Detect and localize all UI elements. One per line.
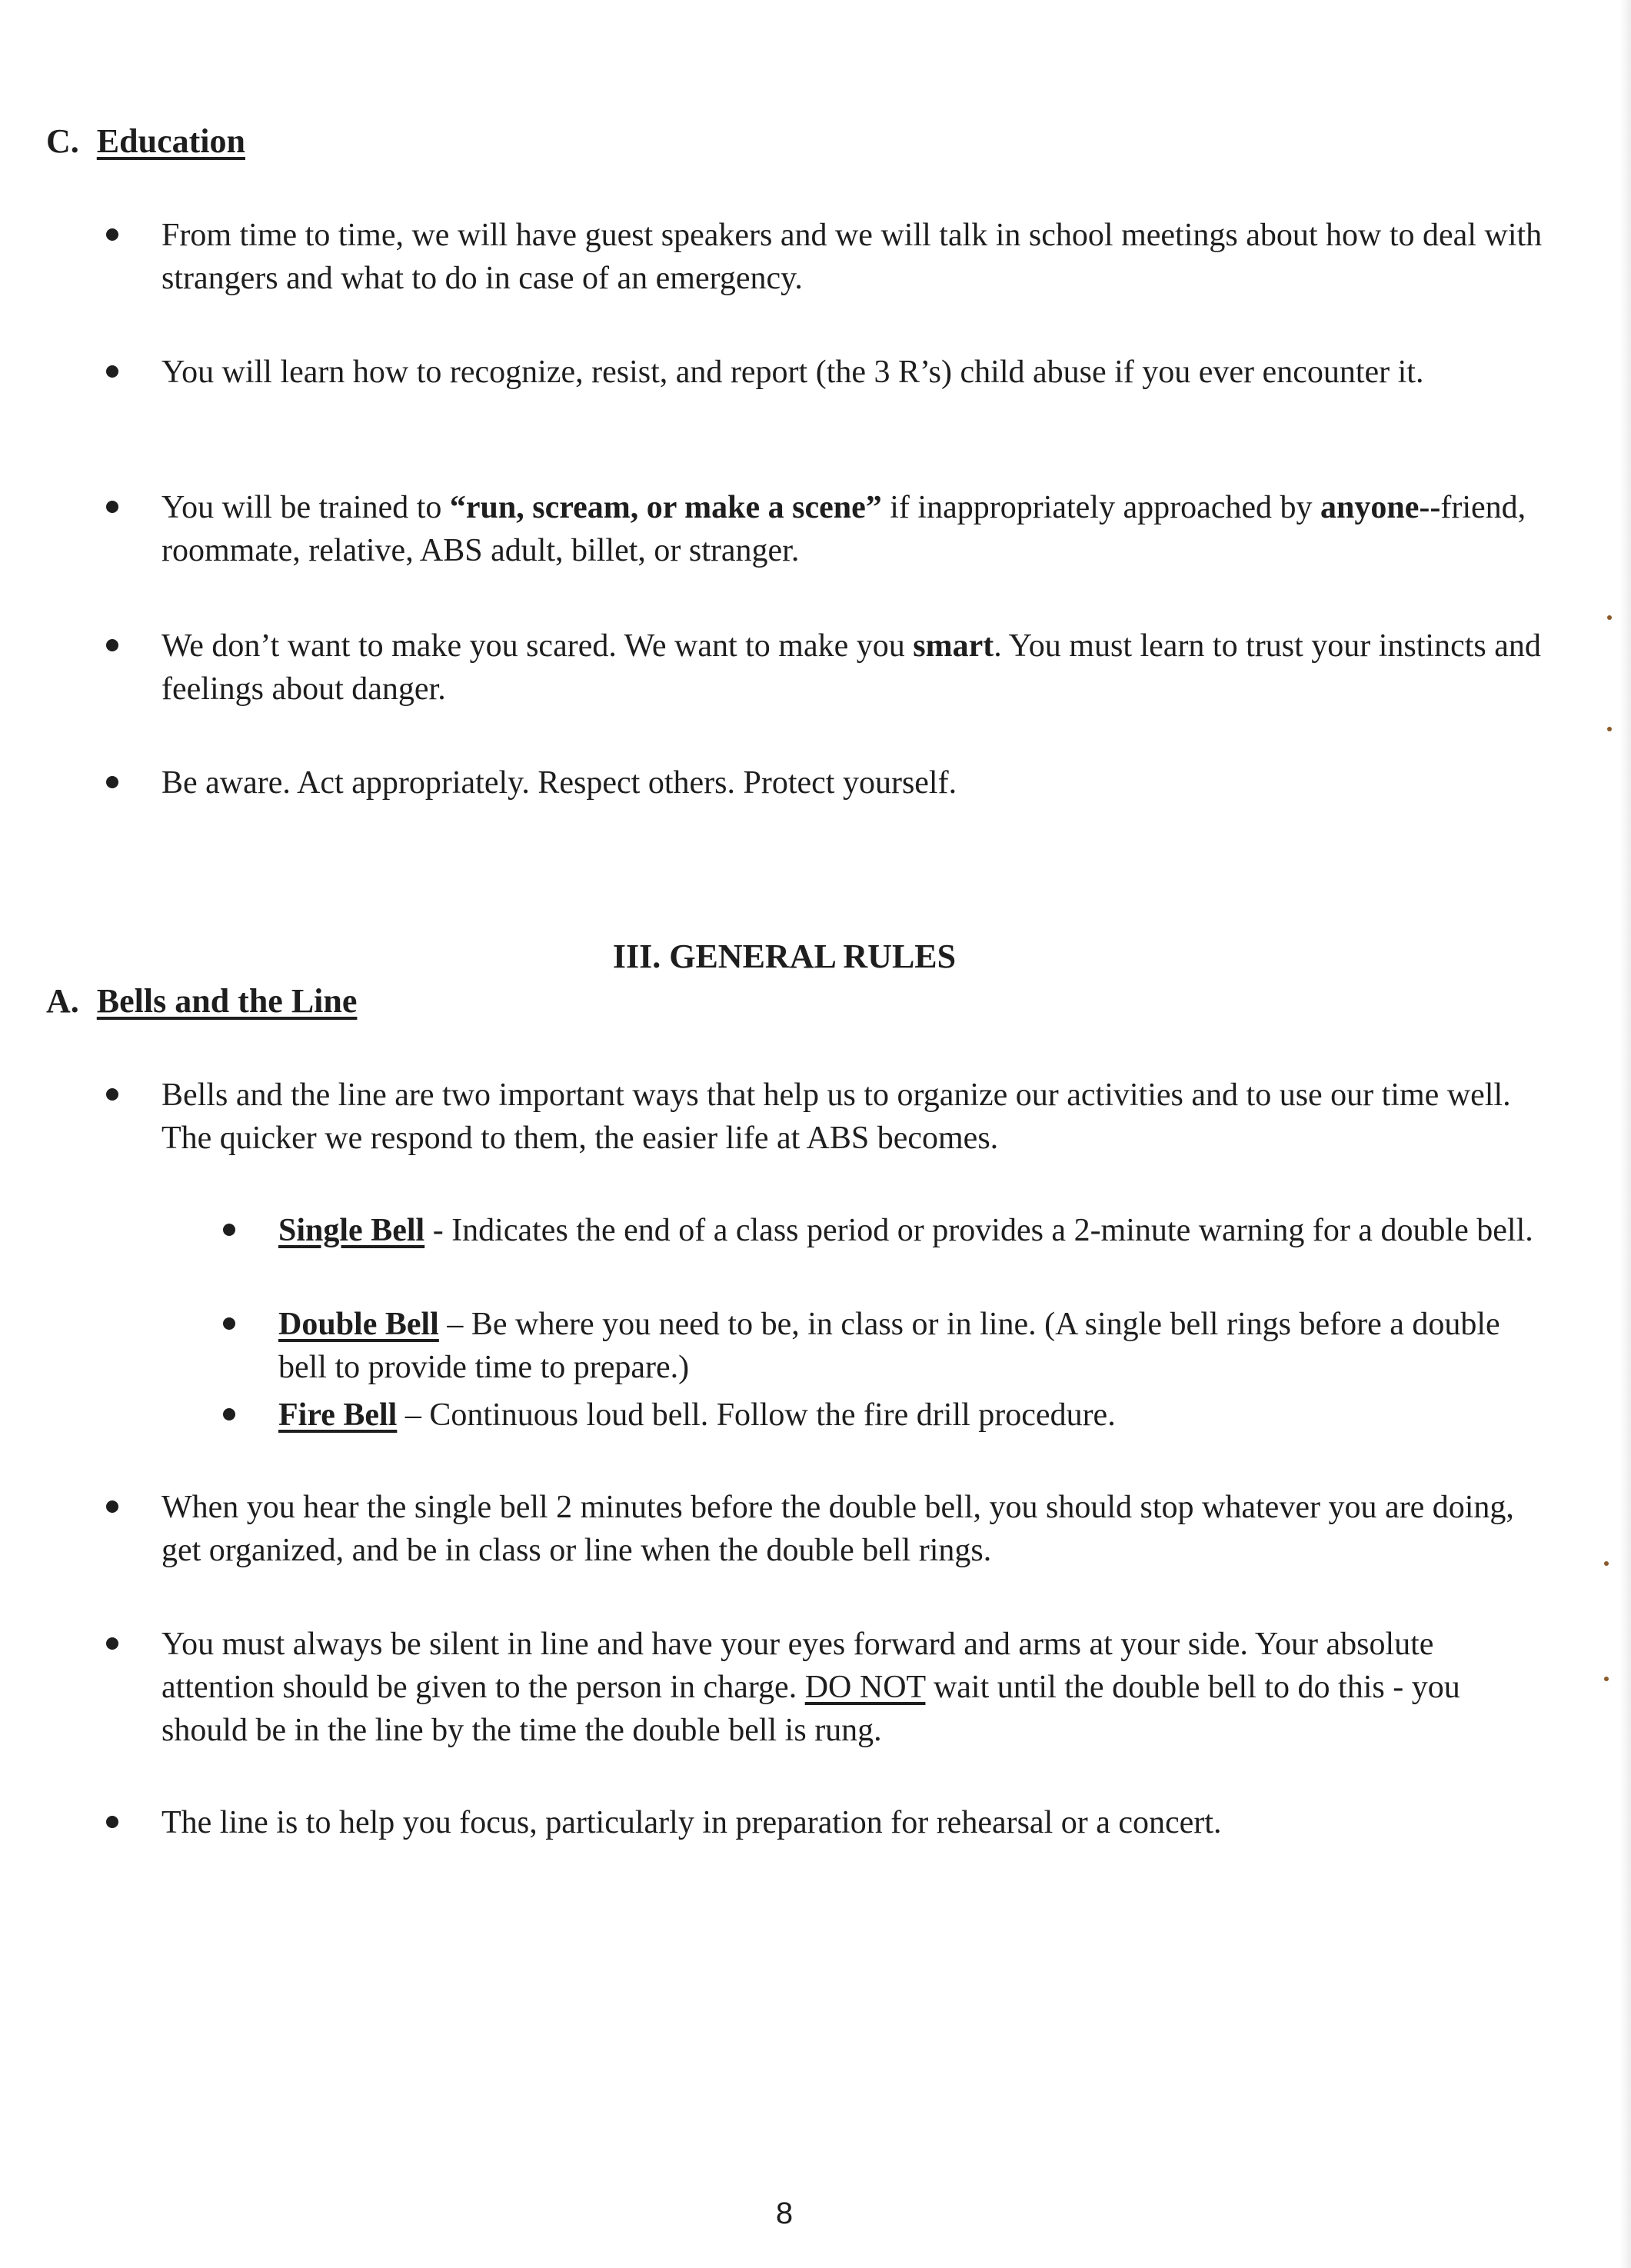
emphasis-text: anyone--	[1320, 490, 1441, 525]
bullet-text: Single Bell - Indicates the end of a class period or provides a 2-minute warning for a double bell.	[278, 1213, 1533, 1248]
bullet-text: You will be trained to “run, scream, or make a scene” if inappropriately approached by anyone--friend, roommate, relative, ABS adult, billet, or stranger.	[161, 490, 1526, 568]
bullet-text: You will learn how to recognize, resist, and report (the 3 R’s) child abuse if you ever encounter it.	[161, 355, 1424, 390]
bullet-icon	[106, 1816, 118, 1828]
section-a-heading	[46, 984, 357, 1018]
bell-name: Single Bell	[278, 1213, 425, 1248]
scan-edge	[1620, 0, 1631, 2268]
bullet-icon	[106, 776, 118, 788]
bullet-text: From time to time, we will have guest speakers and we will talk in school meetings about how to deal with strangers and what to do in case of an emergency.	[161, 218, 1543, 296]
bullet-icon	[106, 228, 118, 241]
list-item	[161, 351, 1546, 394]
bullet-icon	[223, 1408, 235, 1420]
emphasis-text: “run, scream, or make a scene”	[449, 490, 882, 525]
bullet-icon	[106, 639, 118, 651]
bell-name: Fire Bell	[278, 1397, 398, 1433]
list-item	[161, 761, 1546, 804]
bullet-text: Double Bell – Be where you need to be, in class or in line. (A single bell rings before a double bell to provide time to prepare.)	[278, 1307, 1500, 1385]
list-item	[161, 214, 1546, 300]
bell-type-item	[278, 1303, 1539, 1389]
list-item	[161, 1486, 1546, 1572]
scan-speck	[1607, 727, 1612, 731]
general-rules-title: III. GENERAL RULES	[612, 938, 957, 975]
scan-speck	[1604, 1561, 1609, 1566]
emphasis-text: DO NOT	[804, 1670, 926, 1705]
list-item	[161, 624, 1546, 711]
section-c-heading	[46, 122, 245, 160]
list-item	[161, 1074, 1546, 1160]
bullet-icon	[223, 1317, 235, 1330]
bullet-text: The line is to help you focus, particularly in preparation for rehearsal or a concert.	[161, 1805, 1222, 1840]
bullet-icon	[223, 1224, 235, 1236]
bullet-icon	[106, 1500, 118, 1513]
bullet-icon	[106, 1088, 118, 1101]
section-letter: C.	[46, 122, 79, 160]
bullet-text: You must always be silent in line and have your eyes forward and arms at your side. Your absolute attention should be given to the person in charge. DO NOT wait until the double bell to do this - you should be in the line by the time the double bell is rung.	[161, 1627, 1460, 1748]
bullet-text: When you hear the single bell 2 minutes before the double bell, you should stop whatever you are doing, get organized, and be in class or line when the double bell rings.	[161, 1490, 1514, 1568]
bullet-icon	[106, 501, 118, 513]
list-item	[161, 1623, 1546, 1752]
bullet-text: Fire Bell – Continuous loud bell. Follow the fire drill procedure.	[278, 1397, 1116, 1433]
list-item	[161, 486, 1546, 572]
scan-speck	[1607, 615, 1612, 620]
bell-type-item	[278, 1209, 1539, 1252]
bullet-text: Bells and the line are two important ways that help us to organize our activities and to use our time well. The quicker we respond to them, the easier life at ABS becomes.	[161, 1077, 1511, 1156]
scan-speck	[1604, 1677, 1609, 1681]
list-item	[161, 1801, 1546, 1844]
page-number: 8	[775, 2196, 794, 2230]
bullet-icon	[106, 365, 118, 378]
section-title: Education	[96, 122, 245, 160]
section-title: Bells and the Line	[96, 982, 358, 1020]
bullet-text: We don’t want to make you scared. We want to make you smart. You must learn to trust your instincts and feelings about danger.	[161, 628, 1541, 707]
bullet-text: Be aware. Act appropriately. Respect others. Protect yourself.	[161, 765, 957, 801]
section-letter: A.	[46, 982, 79, 1020]
bell-name: Double Bell	[278, 1307, 439, 1342]
bullet-icon	[106, 1637, 118, 1650]
emphasis-text: smart	[913, 628, 994, 664]
bell-type-item	[278, 1394, 1539, 1437]
